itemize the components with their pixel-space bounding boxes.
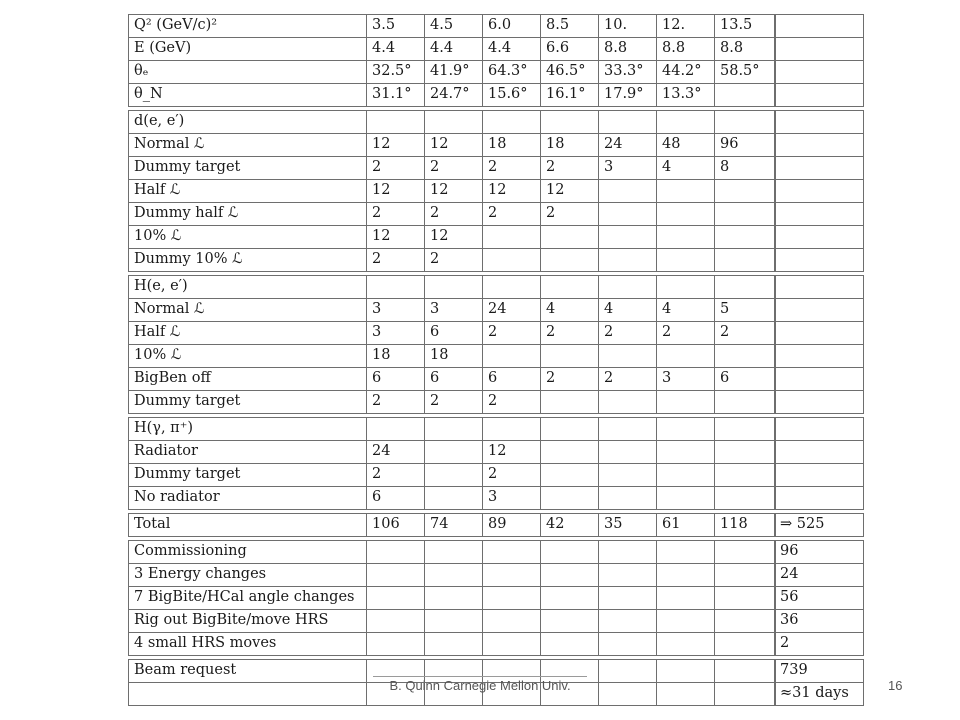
table-cell: 74 (430, 516, 449, 532)
column-rule (540, 275, 541, 414)
table-cell: 2 (604, 370, 614, 386)
column-rule (598, 275, 599, 414)
row-rule (128, 248, 864, 249)
table-cell: 12 (372, 136, 391, 152)
row-rule (128, 60, 864, 61)
table-cell: 6 (430, 370, 440, 386)
column-rule (128, 14, 129, 107)
table-cell: 48 (662, 136, 681, 152)
column-rule (424, 110, 425, 272)
table-cell: 64.3° (488, 63, 528, 79)
column-rule (128, 513, 129, 537)
table-cell: 12 (488, 182, 507, 198)
column-rule (863, 110, 864, 272)
column-rule (128, 540, 129, 656)
table-cell: 12 (430, 182, 449, 198)
row-rule (128, 344, 864, 345)
table-cell: 16.1° (546, 86, 586, 102)
table-cell: 2 (546, 324, 556, 340)
table-cell: 12 (488, 443, 507, 459)
table-cell: 3 (604, 159, 614, 175)
column-rule (714, 110, 715, 272)
row-rule (128, 659, 864, 660)
column-rule (656, 540, 657, 656)
row-label: 10% ℒ (134, 228, 182, 244)
table-cell: 96 (720, 136, 739, 152)
column-rule (774, 110, 776, 272)
table-cell: 18 (372, 347, 391, 363)
row-rule (128, 298, 864, 299)
row-rule (128, 540, 864, 541)
results-table (128, 12, 864, 701)
column-rule (540, 417, 541, 510)
table-cell: 6 (488, 370, 498, 386)
table-cell: 12 (372, 228, 391, 244)
table-cell: 3 (662, 370, 672, 386)
column-rule (366, 275, 367, 414)
row-rule (128, 413, 864, 414)
column-rule (774, 540, 776, 656)
total-cell: 56 (780, 589, 799, 605)
table-cell: 2 (488, 205, 498, 221)
column-rule (366, 14, 367, 107)
row-rule (128, 486, 864, 487)
row-label: Rig out BigBite/move HRS (134, 612, 329, 628)
row-rule (128, 705, 864, 706)
footer-author: B. Quinn Carnegie Mellon Univ. (373, 676, 587, 693)
table-cell: 2 (604, 324, 614, 340)
row-label: Dummy target (134, 393, 241, 409)
table-cell: 35 (604, 516, 623, 532)
table-cell: 13.5 (720, 17, 753, 33)
row-label: Normal ℒ (134, 301, 205, 317)
column-rule (540, 513, 541, 537)
table-cell: 2 (430, 251, 440, 267)
row-label: Beam request (134, 662, 237, 678)
table-cell: 106 (372, 516, 400, 532)
table-cell: 2 (662, 324, 672, 340)
column-rule (714, 275, 715, 414)
table-cell: 2 (372, 159, 382, 175)
column-rule (714, 417, 715, 510)
table-cell: 3 (372, 301, 382, 317)
table-cell: 2 (546, 205, 556, 221)
column-rule (714, 513, 715, 537)
table-cell: 6.0 (488, 17, 512, 33)
row-rule (128, 110, 864, 111)
row-rule (128, 367, 864, 368)
row-rule (128, 202, 864, 203)
total-cell: 2 (780, 635, 790, 651)
table-cell: 31.1° (372, 86, 412, 102)
row-rule (128, 390, 864, 391)
column-rule (598, 513, 599, 537)
row-label: θₑ (134, 63, 149, 79)
column-rule (598, 110, 599, 272)
table-cell: 2 (488, 393, 498, 409)
table-cell: 3.5 (372, 17, 396, 33)
page-number: 16 (888, 678, 903, 693)
column-rule (656, 513, 657, 537)
column-rule (774, 417, 776, 510)
table-cell: 3 (372, 324, 382, 340)
column-rule (863, 659, 864, 706)
table-cell: 8.8 (604, 40, 628, 56)
row-label: 7 BigBite/HCal angle changes (134, 589, 355, 605)
row-label: Dummy target (134, 466, 241, 482)
table-cell: 12 (430, 228, 449, 244)
table-cell: 3 (488, 489, 498, 505)
table-cell: 8.8 (662, 40, 686, 56)
column-rule (656, 659, 657, 706)
column-rule (863, 417, 864, 510)
table-cell: 2 (372, 205, 382, 221)
table-cell: 13.3° (662, 86, 702, 102)
row-label: Normal ℒ (134, 136, 205, 152)
table-cell: 18 (430, 347, 449, 363)
table-cell: 8.5 (546, 17, 570, 33)
row-label: Dummy target (134, 159, 241, 175)
row-rule (128, 37, 864, 38)
column-rule (863, 513, 864, 537)
table-cell: 4.4 (372, 40, 396, 56)
row-label: Commissioning (134, 543, 247, 559)
column-rule (774, 275, 776, 414)
table-cell: 44.2° (662, 63, 702, 79)
row-label: Dummy half ℒ (134, 205, 239, 221)
table-cell: 4 (604, 301, 614, 317)
column-rule (482, 275, 483, 414)
table-cell: 24.7° (430, 86, 470, 102)
row-rule (128, 14, 864, 15)
table-cell: 5 (720, 301, 730, 317)
table-cell: 4.4 (430, 40, 454, 56)
table-cell: 2 (546, 370, 556, 386)
column-rule (424, 513, 425, 537)
column-rule (128, 110, 129, 272)
table-cell: 6 (430, 324, 440, 340)
column-rule (540, 110, 541, 272)
column-rule (774, 14, 776, 107)
row-rule (128, 225, 864, 226)
column-rule (366, 659, 367, 706)
table-cell: 3 (430, 301, 440, 317)
table-cell: 8.8 (720, 40, 744, 56)
column-rule (863, 275, 864, 414)
table-cell: 2 (430, 393, 440, 409)
table-cell: 89 (488, 516, 507, 532)
table-cell: 12 (546, 182, 565, 198)
table-cell: 6 (372, 370, 382, 386)
row-rule (128, 417, 864, 418)
column-rule (714, 14, 715, 107)
table-cell: 4.4 (488, 40, 512, 56)
column-rule (424, 540, 425, 656)
row-rule (128, 632, 864, 633)
column-rule (128, 417, 129, 510)
row-label: Q² (GeV/c)² (134, 17, 218, 33)
table-cell: 4 (546, 301, 556, 317)
row-label: Half ℒ (134, 182, 181, 198)
row-rule (128, 156, 864, 157)
table-cell: 12 (372, 182, 391, 198)
table-cell: 4 (662, 301, 672, 317)
row-rule (128, 586, 864, 587)
row-rule (128, 275, 864, 276)
column-rule (482, 14, 483, 107)
column-rule (366, 513, 367, 537)
column-rule (774, 659, 776, 706)
table-cell: 24 (604, 136, 623, 152)
column-rule (774, 513, 776, 537)
table-cell: 61 (662, 516, 681, 532)
row-rule (128, 179, 864, 180)
column-rule (598, 14, 599, 107)
row-rule (128, 133, 864, 134)
table-cell: 2 (488, 324, 498, 340)
row-rule (128, 609, 864, 610)
row-rule (128, 321, 864, 322)
table-cell: 41.9° (430, 63, 470, 79)
row-rule (128, 463, 864, 464)
column-rule (366, 110, 367, 272)
column-rule (656, 110, 657, 272)
table-cell: 2 (430, 159, 440, 175)
table-cell: 4 (662, 159, 672, 175)
row-label: H(γ, π⁺) (134, 420, 194, 436)
total-cell: 96 (780, 543, 799, 559)
table-cell: 2 (546, 159, 556, 175)
row-label: BigBen off (134, 370, 211, 386)
table-cell: 18 (488, 136, 507, 152)
table-cell: 12. (662, 17, 686, 33)
row-rule (128, 513, 864, 514)
row-label: Total (134, 516, 171, 532)
table-cell: 58.5° (720, 63, 760, 79)
column-rule (863, 540, 864, 656)
table-cell: 12 (430, 136, 449, 152)
table-cell: 6 (372, 489, 382, 505)
table-cell: 4.5 (430, 17, 454, 33)
table-cell: 2 (430, 205, 440, 221)
total-cell: ⇒ 525 (780, 516, 825, 532)
table-cell: 10. (604, 17, 628, 33)
row-rule (128, 271, 864, 272)
column-rule (598, 540, 599, 656)
row-label: H(e, e′) (134, 278, 188, 294)
column-rule (424, 417, 425, 510)
column-rule (598, 659, 599, 706)
total-cell: 36 (780, 612, 799, 628)
table-cell: 2 (372, 393, 382, 409)
table-cell: 118 (720, 516, 748, 532)
total-cell: ≈31 days (780, 685, 849, 701)
column-rule (482, 513, 483, 537)
column-rule (366, 417, 367, 510)
row-label: 3 Energy changes (134, 566, 267, 582)
table-cell: 6.6 (546, 40, 570, 56)
column-rule (128, 659, 129, 706)
row-rule (128, 509, 864, 510)
table-cell: 32.5° (372, 63, 412, 79)
row-rule (128, 106, 864, 107)
table-cell: 24 (372, 443, 391, 459)
column-rule (424, 14, 425, 107)
table-cell: 15.6° (488, 86, 528, 102)
column-rule (366, 540, 367, 656)
row-rule (128, 655, 864, 656)
column-rule (656, 14, 657, 107)
column-rule (863, 14, 864, 107)
column-rule (540, 14, 541, 107)
column-rule (656, 275, 657, 414)
table-cell: 46.5° (546, 63, 586, 79)
row-label: Half ℒ (134, 324, 181, 340)
table-cell: 2 (720, 324, 730, 340)
column-rule (482, 417, 483, 510)
column-rule (714, 659, 715, 706)
row-label: E (GeV) (134, 40, 192, 56)
row-label: No radiator (134, 489, 220, 505)
table-cell: 2 (372, 466, 382, 482)
column-rule (714, 540, 715, 656)
row-label: d(e, e′) (134, 113, 185, 129)
total-cell: 739 (780, 662, 808, 678)
total-cell: 24 (780, 566, 799, 582)
column-rule (598, 417, 599, 510)
column-rule (128, 275, 129, 414)
table-cell: 2 (488, 466, 498, 482)
row-rule (128, 536, 864, 537)
row-rule (128, 563, 864, 564)
row-label: 10% ℒ (134, 347, 182, 363)
table-cell: 17.9° (604, 86, 644, 102)
table-cell: 8 (720, 159, 730, 175)
row-label: θ_N (134, 86, 163, 102)
column-rule (656, 417, 657, 510)
table-cell: 6 (720, 370, 730, 386)
row-label: Dummy 10% ℒ (134, 251, 243, 267)
table-cell: 33.3° (604, 63, 644, 79)
row-rule (128, 440, 864, 441)
table-cell: 42 (546, 516, 565, 532)
row-rule (128, 83, 864, 84)
column-rule (540, 540, 541, 656)
row-label: Radiator (134, 443, 198, 459)
column-rule (482, 540, 483, 656)
table-cell: 2 (372, 251, 382, 267)
table-cell: 18 (546, 136, 565, 152)
table-cell: 2 (488, 159, 498, 175)
table-cell: 24 (488, 301, 507, 317)
column-rule (482, 110, 483, 272)
row-label: 4 small HRS moves (134, 635, 277, 651)
column-rule (424, 275, 425, 414)
